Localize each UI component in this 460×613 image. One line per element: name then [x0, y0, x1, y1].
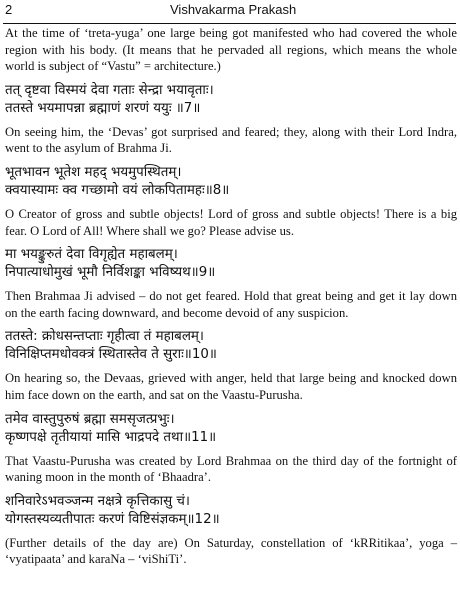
verse-line: ततस्ते भयमापन्ना ब्रह्माणं शरणं ययुः ॥7॥ [5, 100, 201, 116]
verse-line: तत् दृष्टवा विस्मयं देवा गताः सेन्द्रा भयावृताः। [5, 82, 214, 98]
translation-paragraph: (Further details of the day are) On Saturday, constellation of ‘kRRitikaa’, yoga – ‘vyatipaata’ and karaNa – ‘viShiTi’. [5, 535, 457, 567]
verse-line: भूतभावन भूतेश महद् भयमुपस्थितम्। [5, 164, 182, 180]
sanskrit-verse-12 [5, 493, 457, 529]
verse-line: तमेव वास्तुपुरुषं ब्रह्मा समसृजत्प्रभुः। [5, 411, 175, 427]
verse-line: निपात्याधोमुखं भूमौ निर्विशङ्का भविष्यथ॥9॥ [5, 265, 216, 281]
page-body [5, 25, 457, 575]
verse-line: ततस्ते: क्रोधसन्तप्ताः गृहीत्वा तं महाबलम्। [5, 329, 204, 345]
translation-paragraph: On hearing so, the Devaas, grieved with anger, held that large being and knocked down him face down on the earth, and sat on the Vaastu-Purusha. [5, 371, 457, 402]
translation-paragraph: That Vaastu-Purusha was created by Lord Brahmaa on the third day of the fortnight of waning moon in the month of ‘Bhaadra’. [5, 453, 457, 485]
sanskrit-verse-10 [5, 328, 457, 364]
sanskrit-verse-7 [5, 82, 457, 118]
page-header [0, 2, 460, 22]
sanskrit-verse-9 [5, 246, 457, 282]
translation-paragraph: On seeing him, the ‘Devas’ got surprised and feared; they, along with their Lord Indra, went to the asylum of Brahma Ji. [5, 124, 457, 156]
verse-line: शनिवारेऽभवञ्जन्म नक्षत्रे कृत्तिकासु चं। [5, 493, 190, 509]
verse-line: क्वयास्यामः क्व गच्छामो वयं लोकपितामहः॥8॥ [5, 182, 230, 198]
translation-paragraph: At the time of ‘treta-yuga’ one large being got manifested who had covered the whole region with his body. (It means that he pervaded all regions, which means the whole world is subject of “Vastu” = architecture.) [5, 26, 457, 74]
page-number: 2 [5, 2, 13, 17]
translation-paragraph: Then Brahmaa Ji advised – do not get feared. Hold that great being and get it lay down on the earth facing downward, and become devoid of any suspicion. [5, 289, 457, 320]
sanskrit-verse-8 [5, 164, 457, 200]
verse-line: विनिक्षिप्तमधोवक्त्रं स्थितास्तेव ते सुराः॥10॥ [5, 347, 217, 363]
header-rule [3, 23, 456, 24]
translation-paragraph: O Creator of gross and subtle objects! Lord of gross and subtle objects! There is a big fear. O Lord of All! Where shall we go? Please advise us. [5, 206, 457, 238]
verse-line: योगस्तस्यव्यतीपातः करणं विष्टिसंज्ञकम्॥12॥ [5, 511, 220, 527]
sanskrit-verse-11 [5, 411, 457, 447]
running-title: Vishvakarma Prakash [170, 2, 297, 17]
verse-line: मा भयङ्कुरुतं देवा विगृह्येत महाबलम्। [5, 247, 178, 263]
verse-line: कृष्णपक्षे तृतीयायां मासि भाद्रपदे तथा॥11॥ [5, 429, 217, 445]
